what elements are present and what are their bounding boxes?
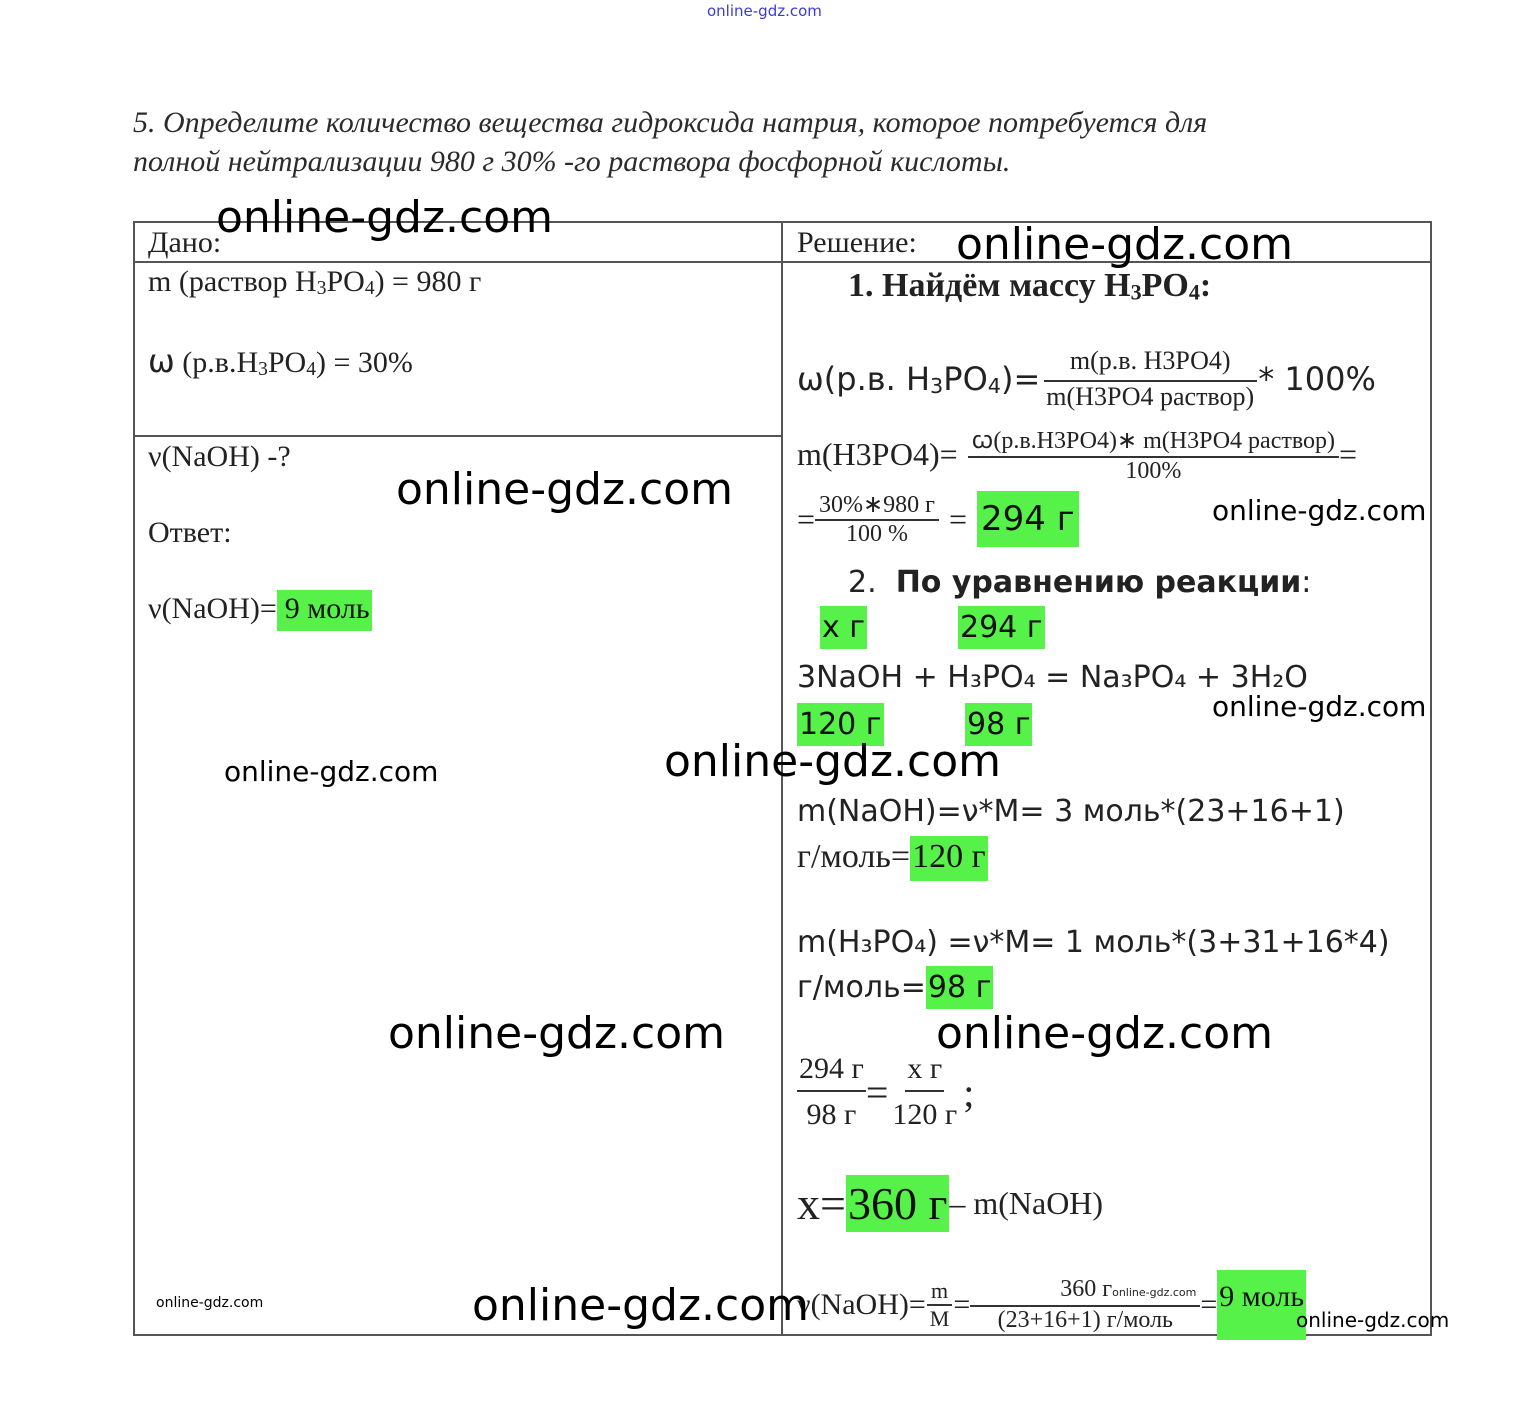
table-right-border bbox=[1430, 221, 1432, 1336]
watermark: online-gdz.com bbox=[1212, 690, 1427, 723]
header-watermark: online-gdz.com bbox=[707, 2, 822, 20]
watermark: online-gdz.com bbox=[472, 1280, 810, 1331]
watermark: online-gdz.com bbox=[156, 1295, 264, 1311]
watermark: online-gdz.com bbox=[936, 1008, 1274, 1059]
answer-label: Ответ: bbox=[148, 516, 232, 549]
table-left-border bbox=[133, 221, 135, 1336]
answer-highlight: 9 моль bbox=[277, 590, 372, 631]
step2-heading: 2. По уравнению реакции: bbox=[848, 565, 1312, 600]
mass-naoh-highlight: 120 г bbox=[910, 836, 987, 881]
above-naoh-label: х г bbox=[820, 606, 867, 649]
mass-h3po4-highlight: 98 г bbox=[926, 966, 993, 1009]
below-naoh-label: 120 г bbox=[797, 703, 884, 746]
mass-calculation: = $\frac{30\%∗980 г}{100 \%}$ = 294 г bbox=[797, 490, 1079, 548]
given-mass: m (раствор $H_3PO_4) = 980$ г bbox=[148, 265, 482, 299]
mass-naoh-line1: m(NaOH)=ν*M= 3 моль*(23+16+1) bbox=[797, 794, 1345, 829]
step1-heading: 1. Найдём массу $H_3PO_4$: bbox=[848, 267, 1212, 305]
task-line-1: 5. Определите количество вещества гидроксида натрия, которое потребуется для bbox=[133, 106, 1208, 139]
watermark: online-gdz.com bbox=[1296, 1308, 1450, 1332]
task-line-2: полной нейтрализации 980 г 30% -го раствора фосфорной кислоты. bbox=[133, 145, 1011, 178]
omega-formula: ω(р.в. $H_3PO_4)=$ $\frac{m(р.в. Н3РО4)}{\text{m(Н3РО4 раствор)}}$ * 100% bbox=[797, 346, 1376, 411]
watermark: online-gdz.com bbox=[216, 192, 554, 243]
reaction-equation: 3NaOH + H₃PO₄ = Na₃PO₄ + 3H₂O bbox=[797, 660, 1308, 695]
watermark: online-gdz.com bbox=[224, 755, 439, 788]
mass-h3po4-line1: m(H₃PO₄) =ν*M= 1 моль*(3+31+16*4) bbox=[797, 925, 1390, 960]
proportion: $\frac{294 г}{98 г}$ = $\frac{\text{х г}}{120 г}$ ; bbox=[799, 1052, 975, 1131]
x-result: x= 360 г – m(NaOH) bbox=[797, 1175, 1103, 1232]
watermark: online-gdz.com bbox=[396, 464, 734, 515]
given-find: ν(NaOH) -? bbox=[148, 440, 291, 473]
given-omega: ω $(р.в.H_3PO_4) = 30\%$ bbox=[148, 342, 413, 380]
watermark: online-gdz.com bbox=[388, 1008, 726, 1059]
watermark: online-gdz.com bbox=[956, 219, 1294, 270]
above-h3po4-label: 294 г bbox=[958, 606, 1045, 649]
mass-naoh-line2: г/моль=120 г bbox=[797, 838, 988, 876]
nu-result-highlight: 9 моль bbox=[1217, 1270, 1306, 1340]
given-find-divider bbox=[133, 435, 783, 437]
watermark: online-gdz.com bbox=[1212, 494, 1427, 527]
nu-calculation: ν(NaOH)= $\frac{m}{M}$ = $\frac{\text{360 гonline-gdz.com}}{\text{(23+16+1) г/моль}}$ = 9 моль bbox=[797, 1270, 1306, 1340]
calc-result-highlight: 294 г bbox=[977, 491, 1079, 547]
below-h3po4-label: 98 г bbox=[965, 703, 1032, 746]
mass-h3po4-line2: г/моль=98 г bbox=[797, 970, 993, 1005]
answer-line: ν(NaOH)= 9 моль bbox=[148, 592, 372, 626]
x-result-highlight: 360 г bbox=[846, 1175, 949, 1232]
watermark: online-gdz.com bbox=[664, 736, 1002, 787]
solution-header: Решение: bbox=[797, 226, 917, 259]
mass-formula: m(Н3РО4)= $\frac{\text{ꞷ(р.в.Н3РО4)∗ m(Н3РО4 раствор)}}{100\%}$ = bbox=[797, 423, 1357, 485]
given-header: Дано: bbox=[148, 226, 222, 259]
